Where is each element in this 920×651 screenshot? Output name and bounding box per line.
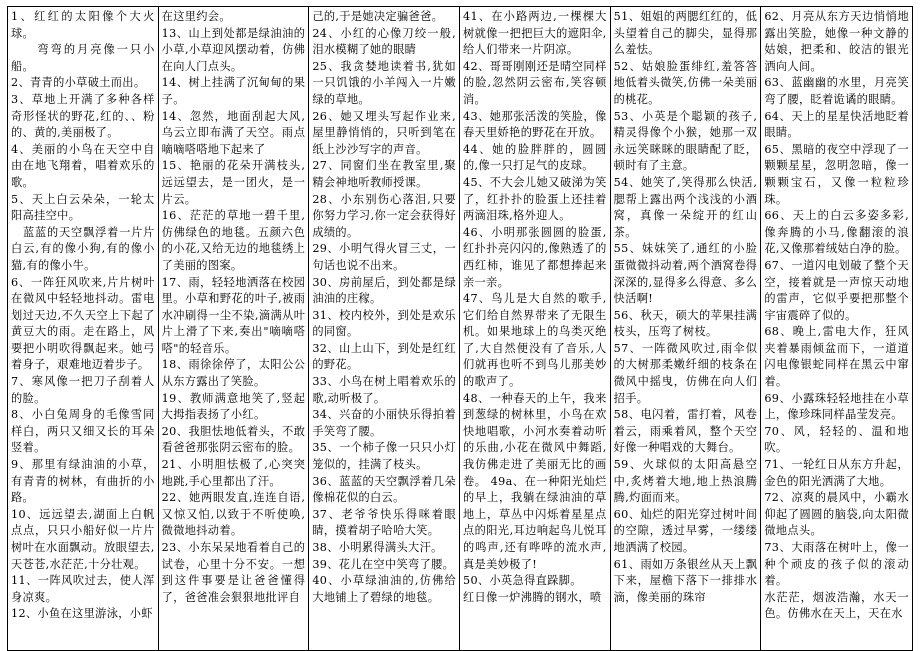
sentence-paragraph: 67、一道闪电划破了整个天空，接着就是一声惊天动地的雷声，它似乎要把那整个宇宙震碎了似的。: [764, 258, 909, 322]
sentence-paragraph: 72、凉爽的晨风中，小霸水仰起了圆圆的脑袋,向太阳微微地点头。: [764, 491, 909, 538]
sentence-paragraph: 36、蓝蓝的天空飘浮着几朵像棉花似的白云。: [312, 474, 456, 505]
sentence-paragraph: 52、姑娘脸蛋绯红,羞答答地低着头微笑,仿佛一朵美丽的桃花。: [613, 59, 758, 106]
sentence-paragraph: 31、校内校外，到处是欢乐的同窗。: [312, 308, 456, 339]
text-column: [159, 7, 310, 650]
sentence-paragraph: 65、黑暗的夜空中浮现了一颗颗星星，忽明忽暗，像一颗颗宝石，又像一粒粒珍珠。: [764, 142, 909, 206]
sentence-paragraph: 57、一阵微风吹过,雨伞似的大树那柔嫩纤细的枝条在微风中摇曳，仿佛在向人们招手。: [613, 341, 758, 405]
sentence-paragraph: 61、雨如万条银丝从天上飘下来，屋檐下落下一排排水滴，像美丽的珠帘: [613, 557, 758, 604]
sentence-paragraph: 15、艳丽的花朵开满枝头,远远望去，是一团火，是一片云。: [161, 159, 306, 206]
sentence-paragraph: 62、月亮从东方天边悄悄地露出笑脸，她像一种文静的姑娘，把柔和、皎洁的银光洒向人间。: [764, 10, 909, 73]
sentence-paragraph: 32、山上山下，到处是红红的野花。: [312, 341, 456, 372]
sentence-paragraph: 己的,于是她决定骗爸爸。: [312, 10, 444, 23]
sentence-paragraph: 21、小明胆怯极了,心突突地跳,手心里都出了汗。: [161, 458, 306, 488]
sentence-paragraph: 19、教师满意地笑了,竖起大拇指表扬了小红。: [161, 391, 306, 422]
sentence-paragraph: 51、姐姐的两腮红红的，低头望着自己的脚尖，显得那么羞怯。: [613, 10, 758, 57]
sentence-paragraph: 43、她那张活泼的笑脸，像春天里娇艳的野花在开放。: [463, 109, 607, 140]
sentence-paragraph: 28、小东别伤心落泪,只要你努力学习,你一定会获得好成绩的。: [312, 192, 456, 239]
sentence-paragraph: 71、一轮红日从东方升起，金色的阳光洒满了大地。: [764, 458, 909, 488]
sentence-paragraph: 2、青青的小草破土而出。: [11, 76, 146, 90]
sentence-paragraph: 水茫茫，烟波浩瀚，水天一色。仿佛水在天上，天在水: [764, 590, 909, 621]
sentence-paragraph: 60、灿烂的阳光穿过树叶间的空隙，透过早雾，一缕缕地洒满了校园。: [613, 507, 758, 554]
sentence-paragraph: 10、远远望去,湖面上白帆点点，只只小船好似一片片树叶在水面飘动。放眼望去,天苍苍,水茫茫,十分壮观。: [11, 507, 155, 571]
sentence-paragraph: 35、一个柿子像一只只小灯笼似的，挂满了枝头。: [312, 441, 456, 472]
text-sheet: [7, 6, 913, 651]
sentence-paragraph: 68、晚上,雷电大作，狂风夹着暴雨倾盆而下，一道道闪电像银蛇同样在黑云中窜着。: [764, 325, 909, 389]
sentence-paragraph: 37、老爷爷快乐得咪着眼睛，摸着胡子哈哈大笑。: [312, 507, 456, 538]
sentence-paragraph: 蓝蓝的天空飘浮着一片片白云,有的像小狗,有的像小猫,有的像小牛。: [11, 225, 155, 272]
sentence-paragraph: 38、小明累得满头大汗。: [312, 541, 443, 554]
sentence-paragraph: 59、火球似的太阳高悬空中,炙烤着大地,地上热浪腾腾,灼面而来。: [613, 458, 758, 505]
sentence-paragraph: 27、同窗们坐在教室里,聚精会神地听教师授课。: [312, 159, 456, 189]
sentence-paragraph: 58、电闪着，雷打着，风卷着云，雨乘着风，整个天空好像一种唱戏的大舞台。: [613, 408, 758, 455]
sentence-paragraph: 5、天上白云朵朵，一轮太阳高挂空中。: [11, 192, 155, 223]
sentence-paragraph: 50、小英急得直跺脚。: [463, 574, 582, 588]
sentence-paragraph: 45、不大会儿她又破涕为笑了，红扑扑的脸蛋上还挂着两滴泪珠,格外迎人。: [463, 175, 607, 223]
sentence-paragraph: 54、她笑了,笑得那么快活,腮帮上露出两个浅浅的小酒窝，真像一朵绽开的红山茶。: [613, 175, 758, 239]
sentence-paragraph: 14、忽然，地面刮起大风,乌云立即布满了天空。雨点嘀嘀嗒嗒地下起来了: [161, 109, 306, 156]
sentence-paragraph: 11、一阵风吹过去，使人浑身凉爽。: [11, 574, 155, 604]
sentence-paragraph: 46、小明那张圆圆的脸蛋,红扑扑亮闪闪的,像熟透了的西红柿，谁见了都想捧起来亲一亲。: [463, 225, 607, 289]
text-column: [611, 7, 762, 650]
sentence-paragraph: 20、我胆怯地低着头，不敢看爸爸那张阴云密布的脸。: [161, 424, 306, 455]
sentence-paragraph: 42、哥哥刚刚还是晴空同样的脸,忽然阴云密布,笑容顿消。: [463, 59, 607, 106]
sentence-paragraph: 41、在小路两边,一棵棵大树就像一把把巨大的遮阳伞,给人们带来一片阴凉。: [463, 10, 607, 57]
sentence-paragraph: 22、她两眼发直,连连自语,又惊又怕,以致于不听使唤,微微地抖动着。: [161, 491, 306, 538]
sentence-paragraph: 12、小鱼在这里游泳，小虾: [11, 607, 153, 621]
sentence-paragraph: 29、小明气得火冒三丈，一句话也说不出来。: [312, 242, 456, 272]
sentence-paragraph: 14、树上挂满了沉甸甸的果子。: [161, 76, 306, 106]
sentence-paragraph: 33、小鸟在树上唱着欢乐的歌,动听极了。: [312, 375, 456, 405]
sentence-paragraph: 16、茫茫的草地一碧千里,仿佛绿色的地毯。五颜六色的小花,又给无边的地毯绣上了美丽的图案。: [161, 209, 306, 272]
sentence-paragraph: 17、雨，轻轻地洒落在校园里。小草和野花的叶子,被雨水冲刷得一尘不染,滴满从叶片上滑了下来,奏出"嘀嘀嗒嗒"的轻音乐。: [161, 275, 306, 355]
sentence-paragraph: 在这里约会。: [161, 10, 231, 23]
sentence-paragraph: 23、小东呆呆地看着自己的试卷，心里十分不安。一想到这件事要是让爸爸懂得了，爸爸准会狠狠地批评自: [161, 541, 306, 604]
sentence-paragraph: 73、大雨落在树叶上，像一种个顽皮的孩子似的滚动着。: [764, 541, 909, 588]
sentence-paragraph: 69、小露珠轻轻地挂在小草上，像珍珠同样晶莹发亮。: [764, 391, 909, 422]
sentence-paragraph: 18、雨徐徐停了，太阳公公从东方露出了笑脸。: [161, 358, 306, 389]
sentence-paragraph: 63、蓝幽幽的水里，月亮笑弯了腰，眨着诡谲的眼睛。: [764, 76, 909, 106]
sentence-paragraph: 3、草地上开满了多种各样奇形怪状的野花,红的、、粉的、黄的,美丽极了。: [11, 92, 155, 140]
sentence-paragraph: 39、花儿在空中笑弯了腰。: [312, 557, 455, 571]
sentence-paragraph: 64、天上的星星快活地眨着眼睛。: [764, 109, 909, 140]
sentence-paragraph: 4、美丽的小鸟在天空中自由在地飞翔着，唱着欢乐的歌。: [11, 142, 155, 189]
sentence-paragraph: 弯弯的月亮像一只小船。: [11, 43, 155, 73]
sentence-paragraph: 1、红红的太阳像个大火球。: [11, 10, 155, 40]
sentence-paragraph: 26、她又埋头写起作业来,屋里静悄悄的，只听到笔在纸上沙沙写字的声音。: [312, 109, 456, 156]
sentence-paragraph: 9、那里有绿油油的小草，有青青的树林，有曲折的小路。: [11, 458, 155, 505]
text-column: [8, 7, 159, 650]
sentence-paragraph: 70、风，轻轻的、温和地吹。: [764, 424, 909, 455]
sentence-paragraph: 53、小英是个聪颖的孩子,精灵得像个小猴，她那一双永远笑眯眯的眼睛配了眨，顿时有了主意。: [613, 109, 758, 173]
sentence-paragraph: 66、天上的白云多姿多彩,像奔腾的小马,像翻滚的浪花,又像那着绒姑白净的脸。: [764, 209, 909, 256]
sentence-paragraph: 13、山上到处都是绿油油的小草,小草迎风摆动着，仿佛在向人门点头。: [161, 26, 306, 73]
sentence-paragraph: 47、鸟儿是大自然的歌手,它们给自然界带来了无限生机。如果地球上的鸟类灭绝了,大自然便没有了音乐,人们就再也听不到鸟儿那美妙的歌声了。: [463, 292, 607, 389]
sentence-paragraph: 56、秋天，硕大的苹果挂满枝头，压弯了树枝。: [613, 308, 758, 339]
text-column: [460, 7, 611, 650]
sentence-paragraph: 24、小红的心像刀绞一般,泪水模糊了她的眼睛: [312, 26, 456, 57]
sentence-paragraph: 8、小白兔周身的毛像雪同样白，两只又细又长的耳朵竖着。: [11, 408, 155, 455]
sentence-paragraph: 34、兴奋的小丽快乐得拍着手笑弯了腰。: [312, 408, 456, 438]
sentence-paragraph: 6、一阵狂风吹来,片片树叶在微风中轻轻地抖动。雷电划过天边,不久天空上下起了黄豆大的雨。走在路上，风要把小明吹得飘起来。她弓着身子，艰难地迈着步子。: [11, 275, 155, 372]
sentence-paragraph: 30、房前屋后，到处都是绿油油的庄稼。: [312, 275, 456, 306]
sentence-paragraph: 25、我贪婪地读着书,犹如一只饥饿的小羊闯入一片嫩绿的草地。: [312, 59, 456, 106]
text-column: [761, 7, 912, 650]
sentence-paragraph: 40、小草绿油油的,仿佛给大地铺上了碧绿的地毯。: [312, 574, 456, 604]
sentence-paragraph: 红日像一炉沸腾的钢水，喷: [463, 590, 602, 604]
text-column: [309, 7, 460, 650]
sentence-paragraph: 44、她的脸胖胖的，圆圆的,像一只打足气的皮球。: [463, 142, 607, 173]
sentence-paragraph: 7、寒风像一把刀子刮着人的脸。: [11, 375, 155, 405]
sentence-paragraph: 55、妹妹笑了,通红的小脸蛋微微抖动着,两个酒窝卷得深深的,显得多么得意、多么快活啊!: [613, 242, 758, 306]
sentence-paragraph: 48、一种春天的上午，我来到葱绿的树林里，小鸟在欢快地唱歌，小河水奏着动听的乐曲,小花在微风中舞蹈,我仿佛走进了美丽无比的画卷。 49a、在一种阳光灿烂的早上，我躺在绿油油的草地上，草丛中闪烁着星星点点的阳光,耳边响起鸟儿悦耳的鸣声,还有哗哗的流水声,真是美妙极了!: [463, 391, 607, 571]
